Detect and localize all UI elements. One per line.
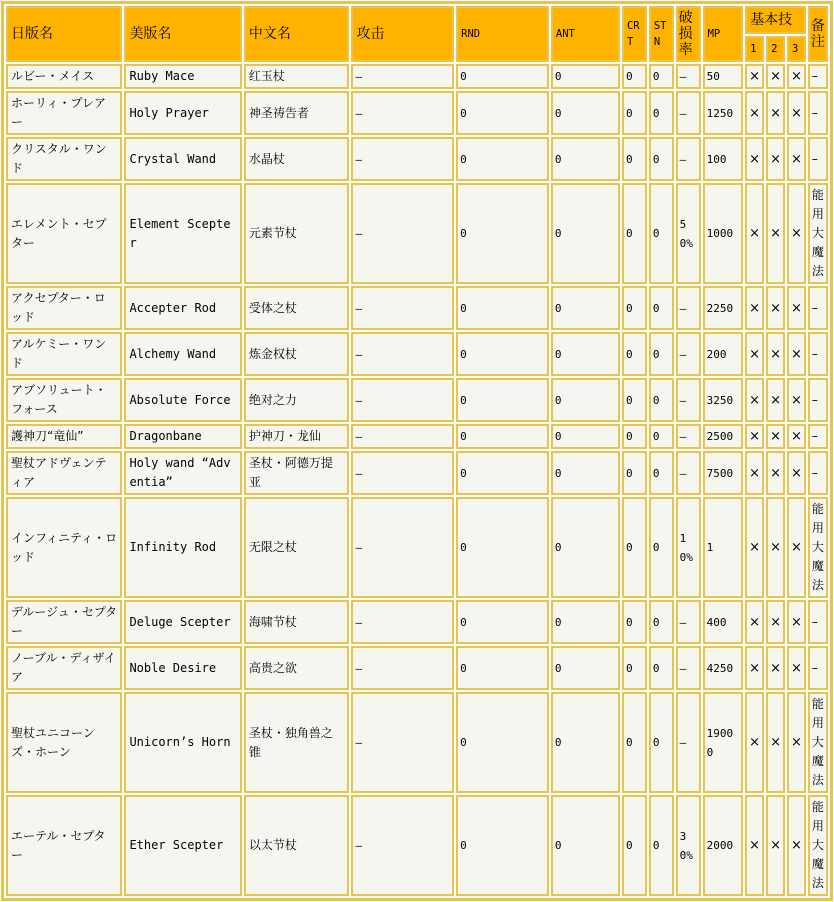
cell-attack: – <box>351 424 454 449</box>
cell-rnd: 0 <box>456 424 549 449</box>
cell-skill-3: × <box>787 497 806 598</box>
cell-break-rate: – <box>676 64 701 89</box>
cell-break-rate: 30% <box>676 795 701 896</box>
cell-cn-name: 神圣祷告者 <box>244 91 350 135</box>
cell-stn: 0 <box>649 795 674 896</box>
cell-rnd: 0 <box>456 183 549 284</box>
cell-attack: – <box>351 137 454 181</box>
cell-skill-3: × <box>787 451 806 495</box>
cell-skill-1: × <box>745 183 764 284</box>
col-header-stn: STN <box>649 6 674 62</box>
cell-skill-3: × <box>787 692 806 793</box>
cell-skill-2: × <box>766 497 785 598</box>
cell-ant: 0 <box>551 64 620 89</box>
table-body <box>6 64 828 896</box>
cell-crt: 0 <box>622 183 647 284</box>
cell-crt: 0 <box>622 64 647 89</box>
cell-skill-2: × <box>766 692 785 793</box>
cell-mp: 2000 <box>703 795 744 896</box>
col-header-note: 备注 <box>808 6 828 62</box>
cell-skill-2: × <box>766 451 785 495</box>
cell-jp-name: デルージュ・セプター <box>6 600 122 644</box>
table-row <box>6 424 828 449</box>
cell-break-rate: – <box>676 692 701 793</box>
cell-jp-name: ルビー・メイス <box>6 64 122 89</box>
cell-mp: 7500 <box>703 451 744 495</box>
cell-cn-name: 圣杖・独角兽之锥 <box>244 692 350 793</box>
cell-mp: 200 <box>703 332 744 376</box>
cell-jp-name: ノーブル・ディザイア <box>6 646 122 690</box>
cell-cn-name: 以太节杖 <box>244 795 350 896</box>
cell-attack: – <box>351 183 454 284</box>
cell-skill-2: × <box>766 183 785 284</box>
cell-skill-1: × <box>745 378 764 422</box>
cell-stn: 0 <box>649 646 674 690</box>
cell-skill-2: × <box>766 600 785 644</box>
cell-us-name: Ruby Mace <box>124 64 241 89</box>
table-row <box>6 64 828 89</box>
cell-attack: – <box>351 600 454 644</box>
cell-skill-1: × <box>745 64 764 89</box>
cell-us-name: Unicorn’s Horn <box>124 692 241 793</box>
cell-skill-3: × <box>787 183 806 284</box>
col-header-jp-name: 日版名 <box>6 6 122 62</box>
cell-rnd: 0 <box>456 286 549 330</box>
cell-ant: 0 <box>551 600 620 644</box>
cell-note: – <box>808 646 828 690</box>
cell-jp-name: 聖杖ユニコーンズ・ホーン <box>6 692 122 793</box>
cell-skill-2: × <box>766 795 785 896</box>
cell-stn: 0 <box>649 286 674 330</box>
cell-jp-name: インフィニティ・ロッド <box>6 497 122 598</box>
cell-skill-2: × <box>766 64 785 89</box>
cell-stn: 0 <box>649 692 674 793</box>
cell-mp: 400 <box>703 600 744 644</box>
cell-attack: – <box>351 332 454 376</box>
table-row <box>6 451 828 495</box>
cell-note: – <box>808 332 828 376</box>
cell-skill-2: × <box>766 646 785 690</box>
cell-skill-3: × <box>787 600 806 644</box>
cell-skill-3: × <box>787 424 806 449</box>
table-row <box>6 332 828 376</box>
table-row <box>6 497 828 598</box>
cell-us-name: Absolute Force <box>124 378 241 422</box>
cell-attack: – <box>351 91 454 135</box>
cell-us-name: Dragonbane <box>124 424 241 449</box>
cell-us-name: Deluge Scepter <box>124 600 241 644</box>
cell-cn-name: 水晶杖 <box>244 137 350 181</box>
cell-cn-name: 圣杖・阿德万提亚 <box>244 451 350 495</box>
col-header-skill-2: 2 <box>766 36 785 62</box>
cell-crt: 0 <box>622 497 647 598</box>
cell-attack: – <box>351 64 454 89</box>
cell-us-name: Infinity Rod <box>124 497 241 598</box>
cell-break-rate: – <box>676 646 701 690</box>
cell-ant: 0 <box>551 795 620 896</box>
cell-mp: 1 <box>703 497 744 598</box>
cell-rnd: 0 <box>456 137 549 181</box>
cell-us-name: Noble Desire <box>124 646 241 690</box>
cell-stn: 0 <box>649 451 674 495</box>
cell-skill-1: × <box>745 600 764 644</box>
cell-skill-1: × <box>745 424 764 449</box>
cell-cn-name: 炼金权杖 <box>244 332 350 376</box>
cell-stn: 0 <box>649 137 674 181</box>
cell-ant: 0 <box>551 137 620 181</box>
cell-ant: 0 <box>551 286 620 330</box>
header-row-1 <box>6 6 828 34</box>
cell-ant: 0 <box>551 91 620 135</box>
cell-skill-3: × <box>787 64 806 89</box>
cell-crt: 0 <box>622 91 647 135</box>
cell-skill-1: × <box>745 692 764 793</box>
cell-crt: 0 <box>622 692 647 793</box>
cell-mp: 3250 <box>703 378 744 422</box>
cell-skill-3: × <box>787 286 806 330</box>
col-header-attack: 攻击 <box>351 6 454 62</box>
cell-attack: – <box>351 646 454 690</box>
cell-jp-name: ホーリィ・プレアー <box>6 91 122 135</box>
cell-us-name: Holy wand “Adventia” <box>124 451 241 495</box>
col-header-cn-name: 中文名 <box>244 6 350 62</box>
cell-rnd: 0 <box>456 795 549 896</box>
cell-stn: 0 <box>649 497 674 598</box>
cell-note: 能用大魔法 <box>808 497 828 598</box>
cell-jp-name: クリスタル・ワンド <box>6 137 122 181</box>
cell-us-name: Accepter Rod <box>124 286 241 330</box>
cell-cn-name: 高贵之欲 <box>244 646 350 690</box>
cell-break-rate: 50% <box>676 183 701 284</box>
cell-note: – <box>808 451 828 495</box>
cell-skill-3: × <box>787 137 806 181</box>
cell-skill-1: × <box>745 795 764 896</box>
cell-cn-name: 无限之杖 <box>244 497 350 598</box>
cell-note: 能用大魔法 <box>808 183 828 284</box>
cell-stn: 0 <box>649 424 674 449</box>
cell-ant: 0 <box>551 378 620 422</box>
cell-crt: 0 <box>622 646 647 690</box>
table-row <box>6 692 828 793</box>
cell-skill-3: × <box>787 91 806 135</box>
cell-break-rate: – <box>676 451 701 495</box>
cell-skill-1: × <box>745 497 764 598</box>
cell-ant: 0 <box>551 451 620 495</box>
cell-jp-name: エーテル・セプター <box>6 795 122 896</box>
col-header-skill-3: 3 <box>787 36 806 62</box>
cell-attack: – <box>351 795 454 896</box>
cell-us-name: Alchemy Wand <box>124 332 241 376</box>
cell-skill-1: × <box>745 91 764 135</box>
cell-break-rate: – <box>676 378 701 422</box>
table-row <box>6 795 828 896</box>
cell-us-name: Element Scepter <box>124 183 241 284</box>
cell-jp-name: エレメント・セプター <box>6 183 122 284</box>
cell-skill-1: × <box>745 332 764 376</box>
cell-stn: 0 <box>649 183 674 284</box>
cell-mp: 100 <box>703 137 744 181</box>
cell-skill-1: × <box>745 137 764 181</box>
cell-crt: 0 <box>622 424 647 449</box>
cell-note: 能用大魔法 <box>808 795 828 896</box>
cell-ant: 0 <box>551 497 620 598</box>
cell-break-rate: 10% <box>676 497 701 598</box>
table-row <box>6 646 828 690</box>
cell-cn-name: 受体之杖 <box>244 286 350 330</box>
col-header-rnd: RND <box>456 6 549 62</box>
cell-cn-name: 海啸节杖 <box>244 600 350 644</box>
col-header-ant: ANT <box>551 6 620 62</box>
cell-ant: 0 <box>551 646 620 690</box>
cell-attack: – <box>351 286 454 330</box>
cell-note: 能用大魔法 <box>808 692 828 793</box>
cell-break-rate: – <box>676 424 701 449</box>
cell-stn: 0 <box>649 378 674 422</box>
cell-crt: 0 <box>622 332 647 376</box>
cell-mp: 4250 <box>703 646 744 690</box>
cell-mp: 2500 <box>703 424 744 449</box>
cell-rnd: 0 <box>456 692 549 793</box>
cell-jp-name: 聖杖アドヴェンティア <box>6 451 122 495</box>
cell-crt: 0 <box>622 600 647 644</box>
cell-mp: 1000 <box>703 183 744 284</box>
cell-skill-2: × <box>766 332 785 376</box>
cell-attack: – <box>351 497 454 598</box>
cell-attack: – <box>351 451 454 495</box>
cell-rnd: 0 <box>456 451 549 495</box>
cell-stn: 0 <box>649 64 674 89</box>
cell-break-rate: – <box>676 332 701 376</box>
cell-cn-name: 红玉杖 <box>244 64 350 89</box>
cell-skill-2: × <box>766 378 785 422</box>
cell-us-name: Holy Prayer <box>124 91 241 135</box>
table-header <box>6 6 828 62</box>
cell-skill-2: × <box>766 286 785 330</box>
cell-break-rate: – <box>676 286 701 330</box>
cell-break-rate: – <box>676 600 701 644</box>
col-header-break-rate: 破损率 <box>676 6 701 62</box>
cell-note: – <box>808 91 828 135</box>
cell-note: – <box>808 424 828 449</box>
cell-ant: 0 <box>551 332 620 376</box>
cell-crt: 0 <box>622 286 647 330</box>
cell-skill-3: × <box>787 646 806 690</box>
cell-skill-2: × <box>766 424 785 449</box>
cell-us-name: Crystal Wand <box>124 137 241 181</box>
cell-attack: – <box>351 378 454 422</box>
col-header-basic-skill: 基本技 <box>745 6 806 34</box>
table-row <box>6 137 828 181</box>
cell-ant: 0 <box>551 424 620 449</box>
cell-mp: 2250 <box>703 286 744 330</box>
cell-rnd: 0 <box>456 378 549 422</box>
col-header-skill-1: 1 <box>745 36 764 62</box>
cell-skill-2: × <box>766 91 785 135</box>
cell-cn-name: 护神刀・龙仙 <box>244 424 350 449</box>
cell-note: – <box>808 286 828 330</box>
cell-ant: 0 <box>551 183 620 284</box>
cell-jp-name: 護神刀“竜仙” <box>6 424 122 449</box>
cell-cn-name: 元素节杖 <box>244 183 350 284</box>
cell-skill-3: × <box>787 378 806 422</box>
cell-rnd: 0 <box>456 497 549 598</box>
cell-jp-name: アルケミー・ワンド <box>6 332 122 376</box>
cell-break-rate: – <box>676 91 701 135</box>
cell-attack: – <box>351 692 454 793</box>
cell-note: – <box>808 64 828 89</box>
col-header-mp: MP <box>703 6 744 62</box>
cell-crt: 0 <box>622 137 647 181</box>
cell-mp: 19000 <box>703 692 744 793</box>
table-row <box>6 286 828 330</box>
cell-stn: 0 <box>649 600 674 644</box>
table-row <box>6 378 828 422</box>
cell-stn: 0 <box>649 91 674 135</box>
cell-us-name: Ether Scepter <box>124 795 241 896</box>
cell-ant: 0 <box>551 692 620 793</box>
cell-mp: 50 <box>703 64 744 89</box>
cell-skill-2: × <box>766 137 785 181</box>
col-header-crt: CRT <box>622 6 647 62</box>
cell-skill-1: × <box>745 286 764 330</box>
table-row <box>6 600 828 644</box>
cell-note: – <box>808 378 828 422</box>
cell-crt: 0 <box>622 378 647 422</box>
cell-skill-3: × <box>787 795 806 896</box>
cell-break-rate: – <box>676 137 701 181</box>
table-row <box>6 183 828 284</box>
cell-crt: 0 <box>622 795 647 896</box>
cell-rnd: 0 <box>456 600 549 644</box>
cell-note: – <box>808 137 828 181</box>
cell-crt: 0 <box>622 451 647 495</box>
cell-rnd: 0 <box>456 332 549 376</box>
cell-stn: 0 <box>649 332 674 376</box>
cell-skill-1: × <box>745 451 764 495</box>
cell-mp: 1250 <box>703 91 744 135</box>
cell-rnd: 0 <box>456 64 549 89</box>
cell-jp-name: アブソリュート・フォース <box>6 378 122 422</box>
table-row <box>6 91 828 135</box>
cell-note: – <box>808 600 828 644</box>
cell-cn-name: 绝对之力 <box>244 378 350 422</box>
cell-jp-name: アクセプター・ロッド <box>6 286 122 330</box>
col-header-us-name: 美版名 <box>124 6 241 62</box>
cell-skill-3: × <box>787 332 806 376</box>
cell-rnd: 0 <box>456 91 549 135</box>
cell-rnd: 0 <box>456 646 549 690</box>
weapon-stats-table <box>1 1 833 901</box>
cell-skill-1: × <box>745 646 764 690</box>
